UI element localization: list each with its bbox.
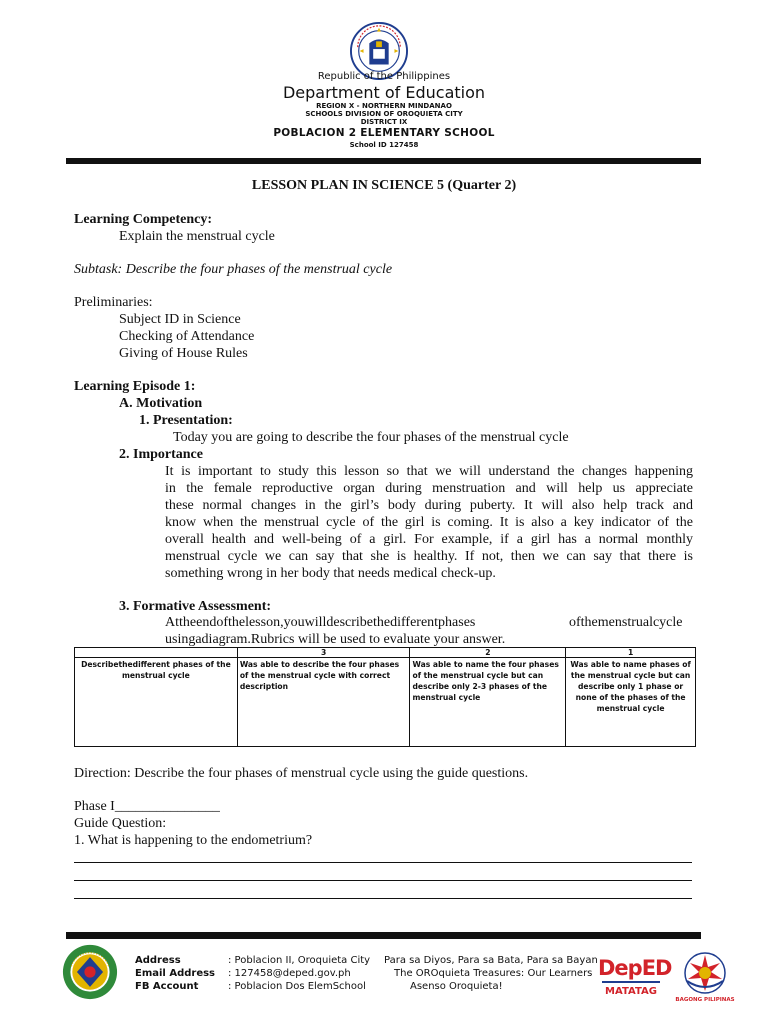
bagong-pilipinas-text: BAGONG PILIPINAS <box>675 997 735 1003</box>
header-divider <box>66 158 701 164</box>
footer-divider <box>66 932 701 939</box>
answer-line <box>74 862 692 863</box>
importance-paragraph <box>165 463 693 582</box>
rubric-level-1: Was able to name phases of the menstrual cycle but can describe only 1 phase or none of the phases of the menstrual cycle <box>566 658 696 747</box>
fb-label: FB Account <box>135 981 199 992</box>
lesson-title: LESSON PLAN IN SCIENCE 5 (Quarter 2) <box>251 178 517 193</box>
rubric-header-row <box>75 648 696 658</box>
deped-logo-text: DepED <box>598 956 672 980</box>
rubric-level-2: Was able to name the four phases of the menstrual cycle but can describe only 2-3 phases of the menstrual cycle <box>410 658 566 747</box>
answer-line <box>74 880 692 881</box>
rubric-table <box>74 647 696 747</box>
importance-label: 2. Importance <box>119 447 203 462</box>
importance-line: these normal changes in the girl’s body during puberty. It will also help track and <box>165 498 693 513</box>
answer-line <box>74 898 692 899</box>
formative-text-a: Attheendofthelesson,youwilldescribethedifferentphases <box>165 615 476 630</box>
school-logo-icon <box>62 944 118 1000</box>
motto-line: The OROquieta Treasures: Our Learners <box>394 968 593 979</box>
email-value: : 127458@deped.gov.ph <box>228 968 351 979</box>
importance-line: It is important to study this lesson so that we will understand the changes happening <box>165 464 693 479</box>
email-label: Email Address <box>135 968 216 979</box>
district-label: DISTRICT IX <box>360 118 408 126</box>
formative-label: 3. Formative Assessment: <box>119 599 272 614</box>
fb-value: : Poblacion Dos ElemSchool <box>228 981 366 992</box>
region-label: REGION X - NORTHERN MINDANAO <box>316 102 452 110</box>
department-title: Department of Education <box>282 83 486 102</box>
school-id: School ID 127458 <box>349 141 419 149</box>
importance-line: something wrong in her body that needs medical check-up. <box>165 566 496 581</box>
guide-question: 1. What is happening to the endometrium? <box>74 833 313 848</box>
importance-line: know when the menstrual cycle of the girl is coming. It is also a key indicator of the <box>165 515 693 530</box>
presentation-text: Today you are going to describe the four phases of the menstrual cycle <box>173 430 569 445</box>
importance-line: in the female reproductive organ during menstruation and will help us appreciate <box>165 481 693 496</box>
presentation-label: 1. Presentation: <box>139 413 233 428</box>
republic-label: Republic of the Philippines <box>317 71 451 82</box>
subtask-text: Subtask: Describe the four phases of the menstrual cycle <box>74 262 393 277</box>
preliminary-item: Checking of Attendance <box>119 329 255 344</box>
competency-label: Learning Competency: <box>74 212 213 227</box>
importance-line: menstrual cycle we can say that she is healthy. If not, then we can say that there is <box>165 549 693 564</box>
address-label: Address <box>135 955 181 966</box>
motto-line: Para sa Diyos, Para sa Bata, Para sa Bayan <box>384 955 598 966</box>
rubric-header-cell <box>75 648 238 658</box>
rubric-row <box>75 658 696 747</box>
guide-question-label: Guide Question: <box>74 816 167 831</box>
motto-line: Asenso Oroquieta! <box>410 981 503 992</box>
rubric-header-cell: 1 <box>566 648 696 658</box>
formative-text-b: ofthemenstrualcycle <box>569 615 683 630</box>
rubric-header-cell: 2 <box>410 648 566 658</box>
formative-text-line2: usingadiagram.Rubrics will be used to evaluate your answer. <box>165 632 506 647</box>
competency-text: Explain the menstrual cycle <box>119 229 275 244</box>
logo-rule <box>602 981 660 983</box>
rubric-header-cell: 3 <box>237 648 410 658</box>
phase-label: Phase I_______________ <box>74 799 220 814</box>
deped-matatag-logo <box>598 956 672 1004</box>
importance-line: overall health and well-being of a girl. For example, if a girl has a normal monthly <box>165 532 693 547</box>
episode-label: Learning Episode 1: <box>74 379 196 394</box>
direction-text: Direction: Describe the four phases of menstrual cycle using the guide questions. <box>74 766 529 781</box>
preliminary-item: Giving of House Rules <box>119 346 248 361</box>
address-value: : Poblacion II, Oroquieta City <box>228 955 371 966</box>
school-name: POBLACION 2 ELEMENTARY SCHOOL <box>273 127 495 139</box>
division-label: SCHOOLS DIVISION OF OROQUIETA CITY <box>305 110 463 118</box>
matatag-text: MATATAG <box>605 986 657 997</box>
rubric-criterion: Describethedifferent phases of the menstrual cycle <box>75 658 238 747</box>
motivation-label: A. Motivation <box>119 396 203 411</box>
bagong-pilipinas-icon <box>680 951 730 995</box>
preliminary-item: Subject ID in Science <box>119 312 241 327</box>
rubric-level-3: Was able to describe the four phases of the menstrual cycle with correct description <box>237 658 410 747</box>
preliminaries-label: Preliminaries: <box>74 295 153 310</box>
